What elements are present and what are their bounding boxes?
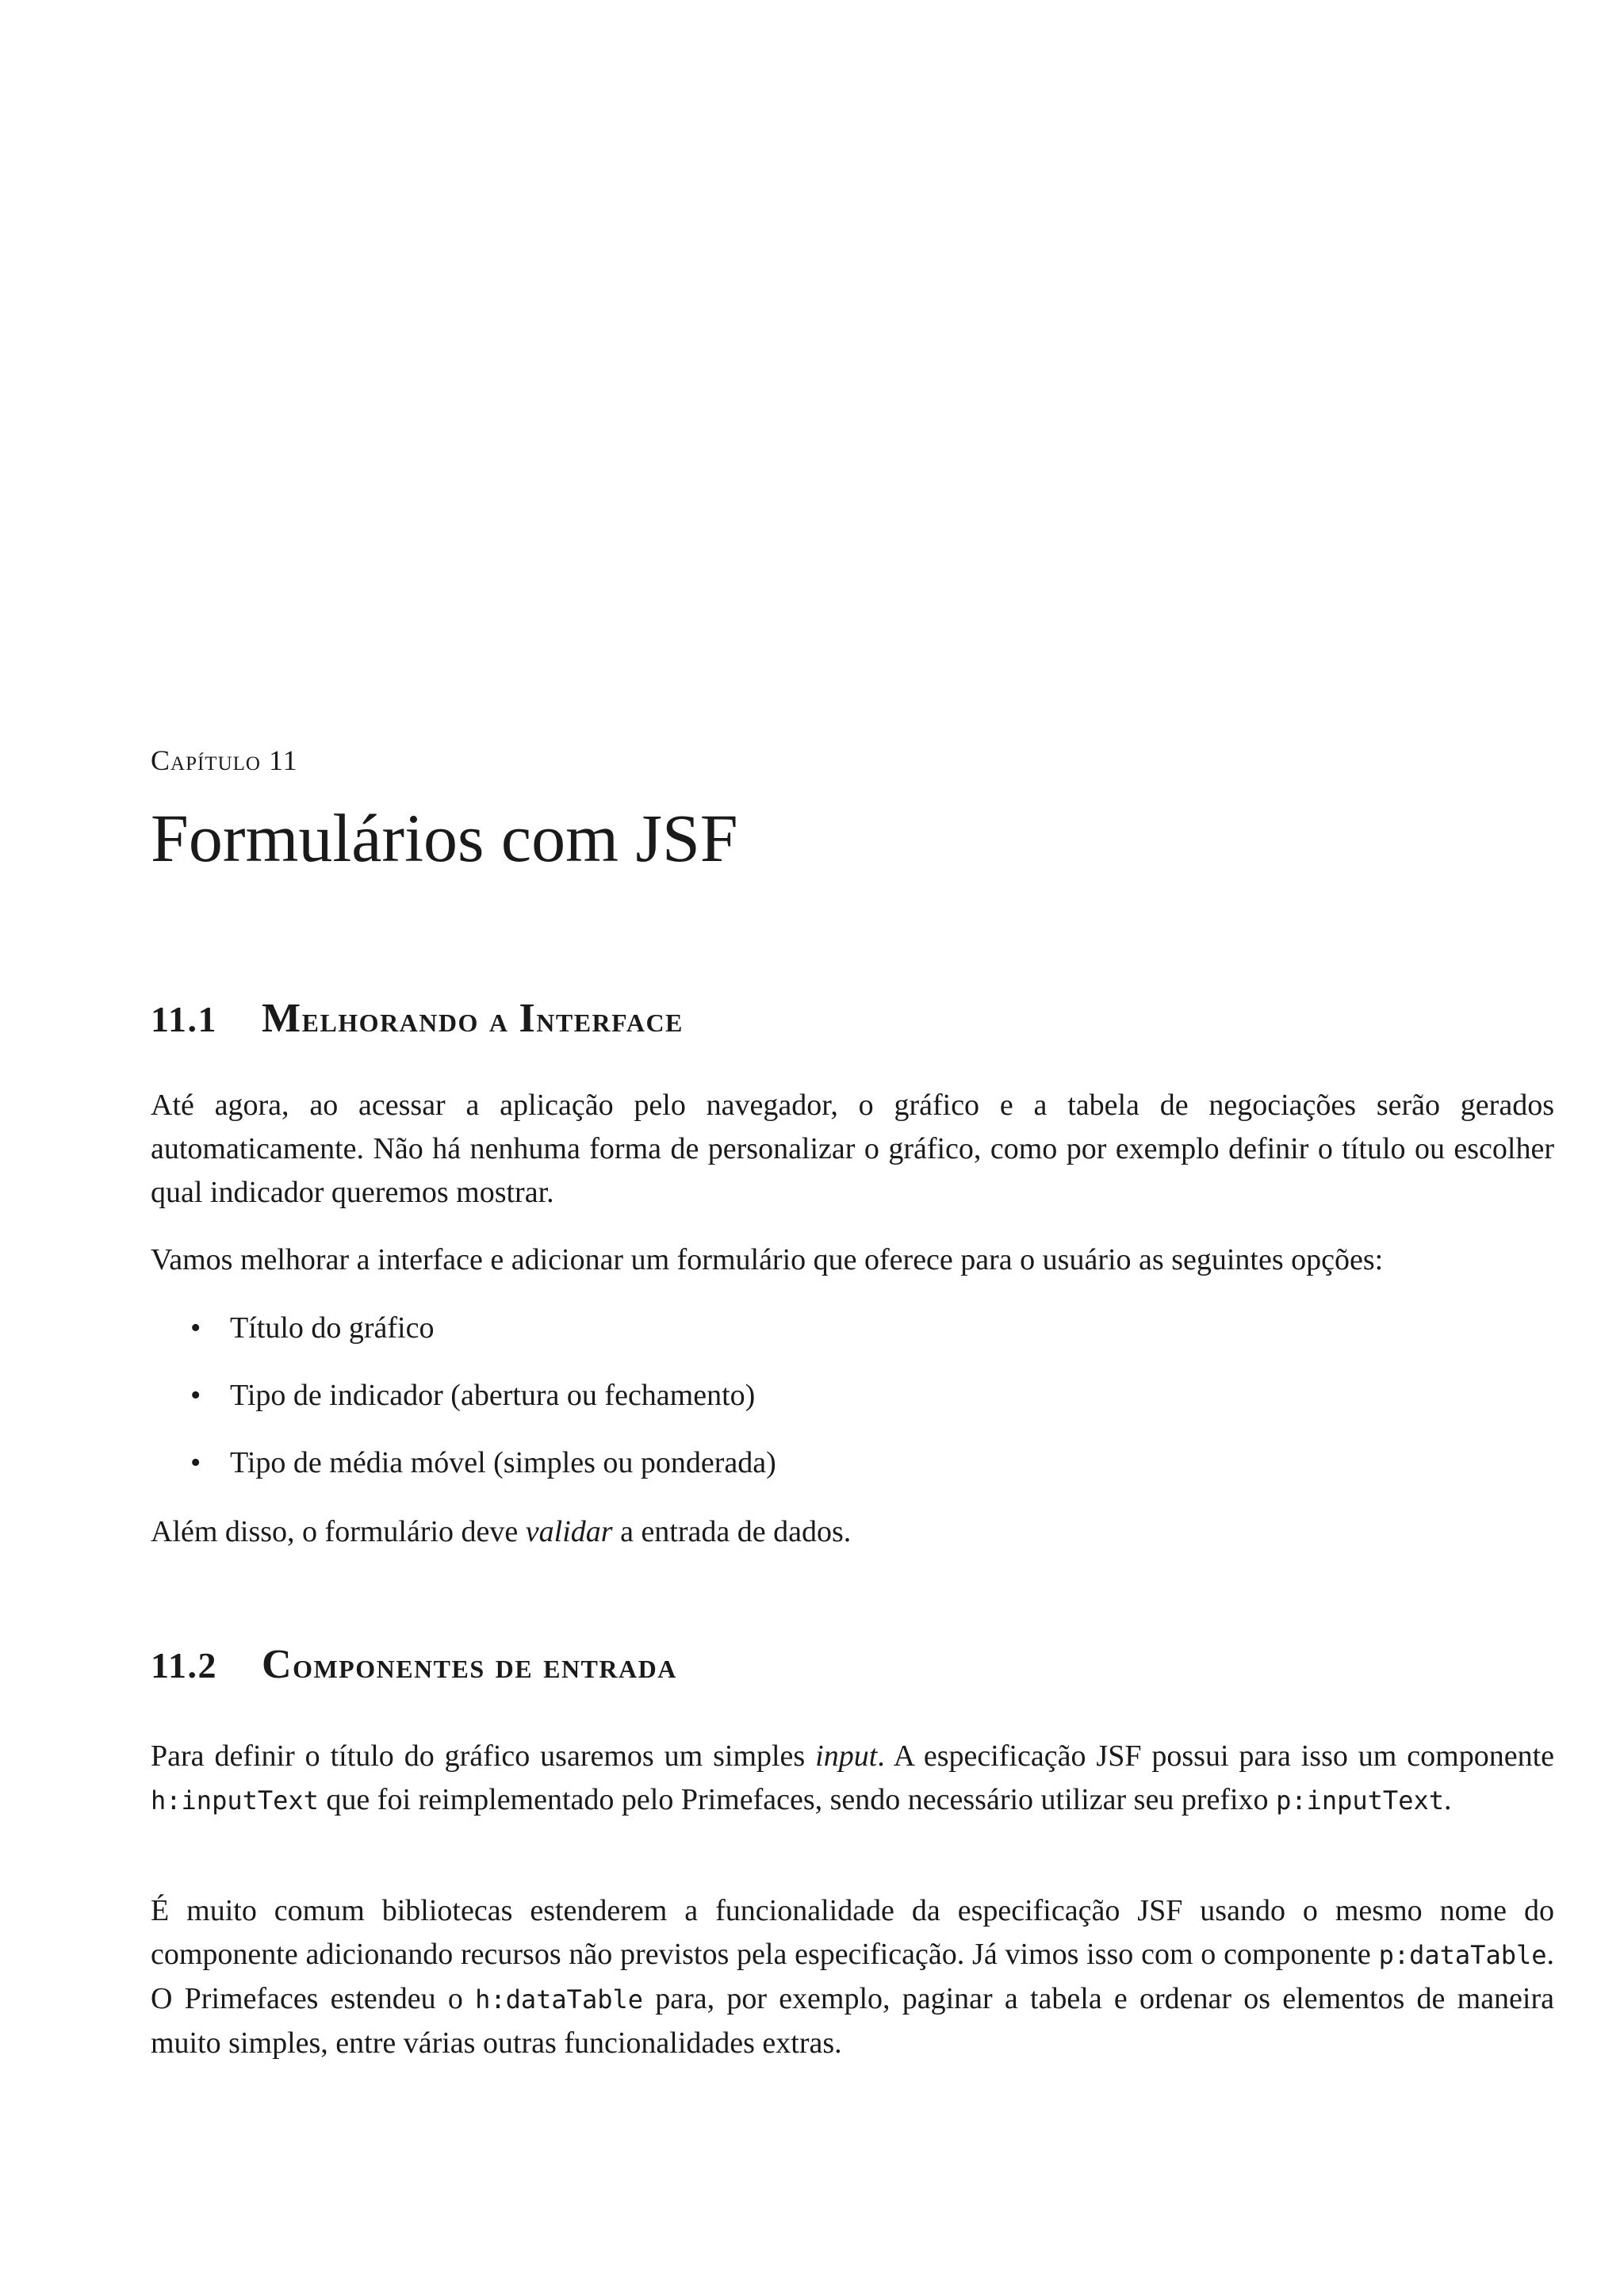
chapter-title: Formulários com JSF [151,800,738,876]
code-p-inputtext: p:inputText [1276,1785,1444,1816]
bullet-icon: • [190,1311,201,1345]
paragraph-validation: Além disso, o formulário deve validar a entrada de dados. [151,1515,852,1548]
paragraph-intro: Até agora, ao acessar a aplicação pelo navegador, o gráfico e a tabela de negociações serão gerados automaticamente. Não há nenhuma forma de personalizar o gráfico, como por exemplo definir o título ou escolher qual indicador queremos mostrar. [151,1089,1554,1209]
list-item: • Título do gráfico [190,1307,776,1350]
bullet-icon: • [190,1379,201,1412]
options-list [190,1307,776,1509]
code-h-datatable: h:dataTable [475,1984,643,2015]
code-p-datatable: p:dataTable [1378,1940,1547,1970]
section-number: 11.1 [151,999,217,1039]
section-heading-11-1: 11.1 Melhorando a Interface [151,996,684,1041]
bullet-icon: • [190,1446,201,1479]
code-h-inputtext: h:inputText [151,1785,319,1816]
paragraph-libraries: É muito comum bibliotecas estenderem a funcionalidade da especificação JSF usando o mesmo nome do componente adicionando recursos não previstos pela especificação. Já vimos isso com o componente p:dataTable. O Primefaces estendeu o h:dataTable para, por exemplo, paginar a tabela e ordenar os elementos de maneira muito simples, entre várias outras funcionalidades extras. [151,1894,1555,2060]
paragraph-options: Vamos melhorar a interface e adicionar um formulário que oferece para o usuário as seguintes opções: [151,1243,1384,1276]
list-item: • Tipo de média móvel (simples ou ponderada) [190,1441,776,1485]
list-item: • Tipo de indicador (abertura ou fechamento) [190,1374,776,1418]
chapter-label: Capítulo 11 [151,744,298,776]
paragraph-input-text: Para definir o título do gráfico usaremos um simples input. A especificação JSF possui para isso um componente h:inputText que foi reimplementado pelo Primefaces, sendo necessário utilizar seu prefixo p:inputText. [151,1739,1554,1816]
section-number: 11.2 [151,1645,217,1686]
section-heading-11-2: 11.2 Componentes de entrada [151,1642,677,1687]
